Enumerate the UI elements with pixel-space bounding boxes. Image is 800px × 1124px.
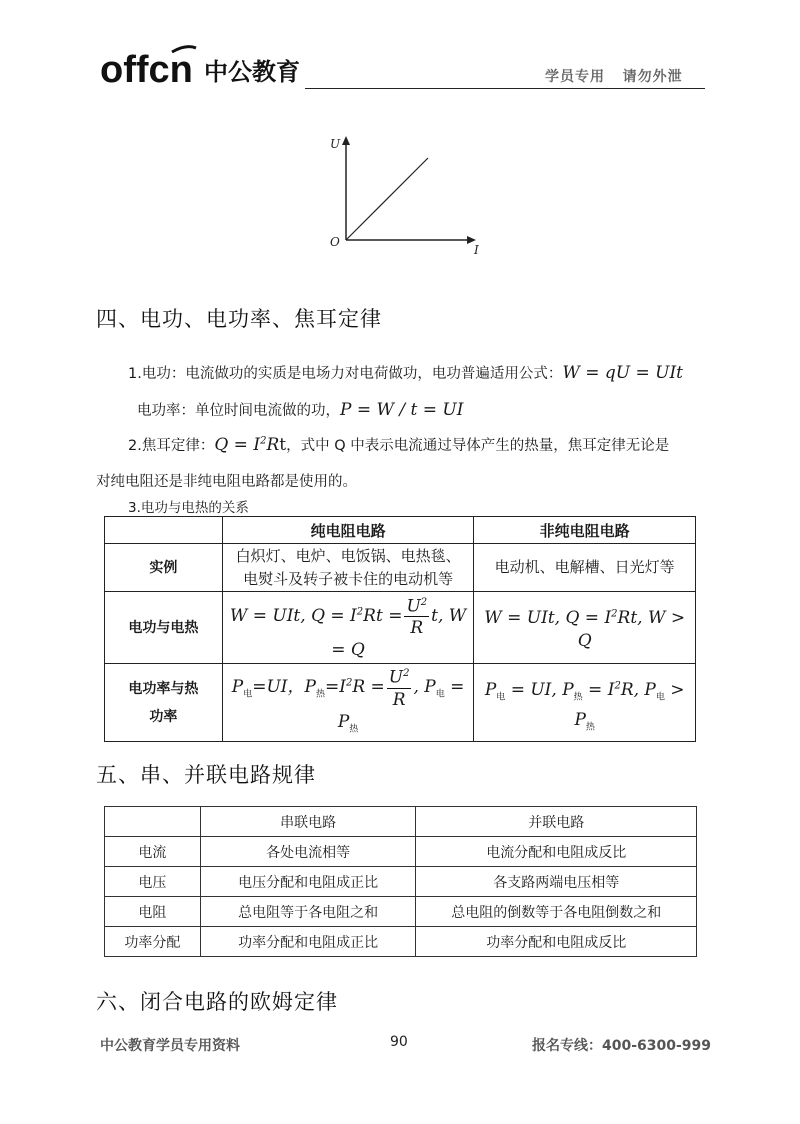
power-nonpure-formula: $P_电$ = UI, $P_热 = I^2R$, $P_电 > P_热$ [474,664,696,742]
x-axis-label: I [474,243,479,257]
table-cell: 串联电路 [200,807,416,837]
table-row [105,897,697,927]
row-power-head [105,664,223,742]
examples-nonpure: 电动机、电解槽、日光灯等 [474,544,696,592]
table-cell: 功率分配和电阻成正比 [200,927,416,957]
table-row [105,664,696,742]
row-power-head-line2: 功率 [149,708,178,725]
table-cell: 功率分配和电阻成反比 [416,927,697,957]
section4-title: 四、电功、电功率、焦耳定律 [96,307,382,331]
table-row [105,544,696,592]
power-pure-formula: $P_电=UI$，$P_热=I^2R$ = $\frac{U^2}{R}$ , $P_电 = P_热$ [222,664,474,742]
examples-pure-line1: 白炽灯、电炉、电饭锅、电热毯、 [235,546,461,565]
u-i-graph [318,130,488,260]
row-examples-head: 实例 [105,544,223,592]
p1-formula: W = qU = UIt [562,363,684,383]
p2-formula: P = W / t = UI [340,400,464,420]
examples-pure-line2: 电熨斗及转子被卡住的电动机等 [243,569,454,588]
logo-cn-text: 中公教育 [204,58,300,86]
work-heat-nonpure-formula: W = UIt, $Q = I^2Rt$, W > Q [474,592,696,664]
work-heat-table [104,516,696,742]
section4-p3 [128,434,669,455]
table-cell: 并联电路 [416,807,697,837]
table-cell: 电流分配和电阻成反比 [416,837,697,867]
table-cell: 电阻 [105,897,201,927]
row-power-head-line1: 电功率与热 [128,680,199,697]
origin-label: O [330,235,340,249]
section6-title: 六、闭合电路的欧姆定律 [96,990,338,1014]
work-heat-pure-formula: W = UIt, $Q = I^2Rt$ = $\frac{U^2}{R}$ t, W = Q [222,592,474,664]
table-row [105,927,697,957]
offcn-logo [100,42,305,88]
y-axis-arrow-icon [342,136,350,145]
section4-p5: 3.电功与电热的关系 [128,500,249,516]
table-row [105,867,697,897]
table-row [105,592,696,664]
header-rule-right [505,88,705,89]
examples-pure [222,544,474,592]
table-cell: 各处电流相等 [200,837,416,867]
footer-right: 报名专线：400-6300-999 [532,1038,712,1054]
header-rule-left [305,88,505,89]
series-parallel-table [104,806,697,957]
section4-p4: 对纯电阻还是非纯电阻电路都是使用的。 [96,474,357,490]
table-cell: 总电阻等于各电阻之和 [200,897,416,927]
section4-p1 [128,362,683,383]
logo-latin-text: offcn [100,49,193,88]
table-header-corner [105,517,223,544]
y-axis-label: U [330,137,341,151]
table-cell: 各支路两端电压相等 [416,867,697,897]
table-cell: 电流 [105,837,201,867]
col-pure-resistance: 纯电阻电路 [222,517,474,544]
table-cell: 电压 [105,867,201,897]
table-header-row [105,517,696,544]
table-cell [105,807,201,837]
section4-p2 [137,399,463,420]
p3-prefix: 2.焦耳定律： [128,438,215,454]
u-i-line [346,158,428,240]
p3-suffix: ，式中 Q 中表示电流通过导体产生的热量，焦耳定律无论是 [286,438,670,454]
table-header-row [105,807,697,837]
header-notice: 学员专用 请勿外泄 [545,69,683,85]
p1-text: 1.电功：电流做功的实质是电场力对电荷做功，电功普遍适用公式： [128,366,563,382]
row-work-heat-head: 电功与电热 [105,592,223,664]
joule-formula: $Q = I^2Rt$ [214,435,287,455]
table-row [105,837,697,867]
table-cell: 总电阻的倒数等于各电阻倒数之和 [416,897,697,927]
footer-left: 中公教育学员专用资料 [100,1038,240,1054]
page-number: 90 [390,1034,408,1050]
section5-title: 五、串、并联电路规律 [96,763,316,787]
col-nonpure-resistance: 非纯电阻电路 [474,517,696,544]
table-cell: 功率分配 [105,927,201,957]
table-cell: 电压分配和电阻成正比 [200,867,416,897]
p2-text: 电功率：单位时间电流做的功， [137,403,340,419]
